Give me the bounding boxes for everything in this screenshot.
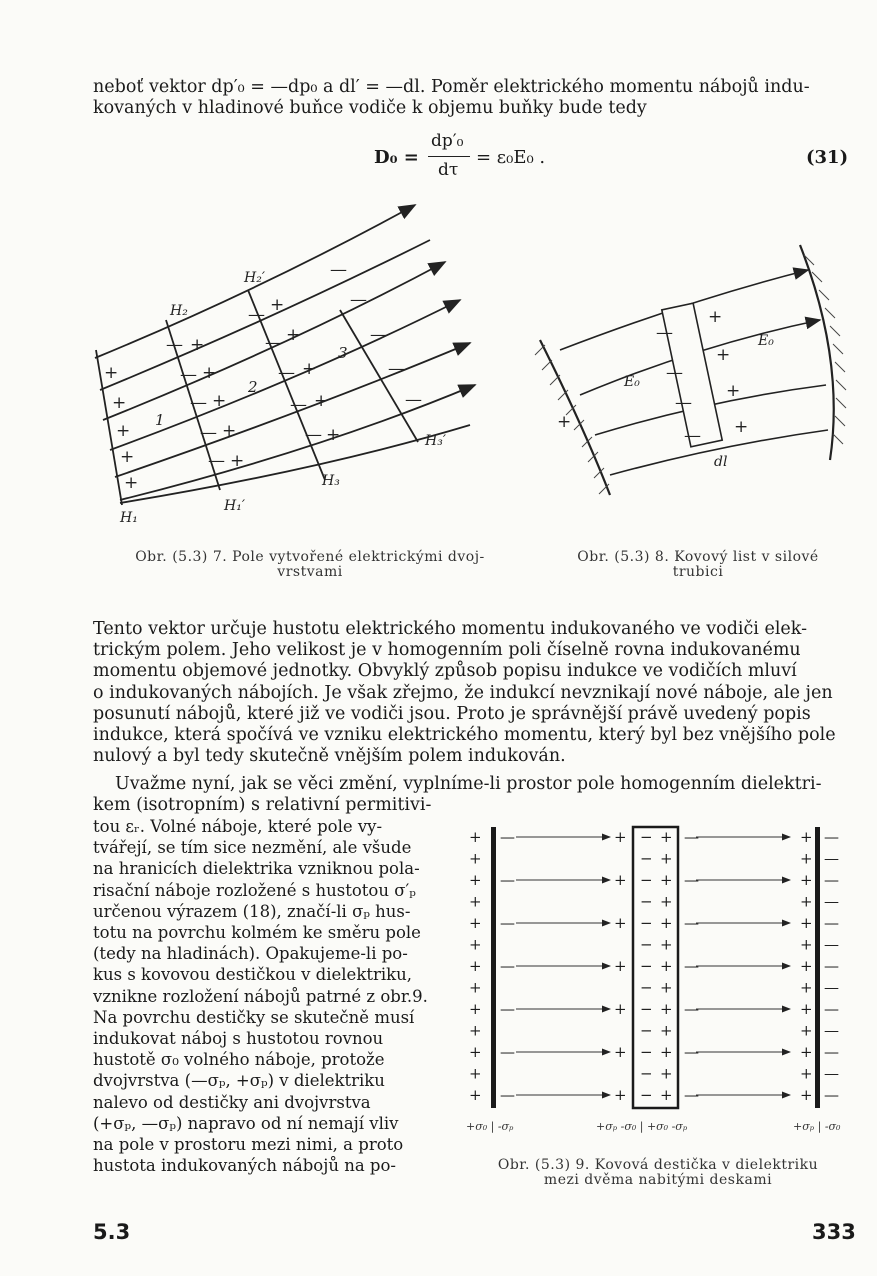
fig9-minus-polar: — (684, 828, 699, 846)
fig9-minus-plate: − (640, 1064, 653, 1083)
p1-line: Tento vektor určuje hustotu elektrického momentu indukovaného ve vodiči elek- (93, 619, 807, 639)
fig9-minus-free: — (824, 892, 839, 911)
fig9-label-middle: +σₚ -σ₀ | +σ₀ -σₚ (596, 1120, 688, 1133)
fig7-caption-line2: vrstvami (277, 564, 343, 580)
fig7-minus: — (388, 359, 405, 379)
fig7-label-cell1: 1 (155, 411, 165, 429)
fig9-plus-free: + (469, 935, 482, 954)
fig7-minus: — (330, 260, 347, 280)
fig9-minus-free: — (824, 978, 839, 997)
intro-line-2: kovaných v hladinové buňce vodiče k objemu buňky bude tedy (93, 98, 647, 119)
fig9-minus-polar: — (684, 1000, 699, 1018)
fig9-minus-plate: − (640, 1086, 653, 1104)
p2-col-line: tvářejí, se tím sice nezmění, ale všude (93, 838, 412, 858)
p2-col-line: risační náboje rozložené s hustotou σ′ₚ (93, 880, 416, 900)
fig7-minus: — (350, 290, 367, 310)
fig9-minus-free: — (824, 1021, 839, 1040)
p2-col-line: nalevo od destičky ani dvojvrstva (93, 1092, 371, 1112)
fig9-minus-free: — (824, 849, 839, 868)
fig7-plus: + (314, 391, 329, 411)
fig9-minus-free: — (824, 1086, 839, 1104)
fig9-caption-line2: mezi dvěma nabitými deskami (543, 1172, 773, 1188)
fig7-minus: — (190, 393, 207, 413)
fig9-plus-free: + (469, 914, 482, 932)
fig9-left-plate (491, 827, 496, 1108)
figure-9-caption (463, 1158, 853, 1188)
fig9-plus-polar: + (800, 1000, 813, 1018)
fig9-label-left: +σ₀ | -σₚ (466, 1120, 514, 1133)
fig7-minus: — (265, 333, 282, 353)
fig9-plus-polar: + (800, 978, 813, 997)
fig9-minus-free: — (824, 871, 839, 889)
fig9-plus-polar: + (800, 935, 813, 954)
fig9-plus-polar: + (800, 1021, 813, 1040)
fig9-minus-free: — (824, 1064, 839, 1083)
fig9-plus-plate: + (660, 1043, 673, 1061)
fig8-plus: + (726, 381, 741, 401)
section-number: 5.3 (93, 1220, 131, 1244)
fig8-caption-line2: trubici (672, 564, 724, 580)
p2-col-line: určenou výrazem (18), značí-li σₚ hus- (93, 901, 411, 921)
fig9-minus-plate: − (640, 892, 653, 911)
fig9-plus-free: + (469, 1086, 482, 1104)
fig9-minus-polar: — (500, 871, 515, 889)
fig7-minus: — (290, 395, 307, 415)
fig9-plus-free: + (469, 1000, 482, 1018)
fig9-plus-free: + (469, 957, 482, 975)
fig9-plus-polar: + (800, 1086, 813, 1104)
fig9-plus-plate: + (660, 892, 673, 911)
fig9-plus-free: + (469, 1021, 482, 1040)
fig7-minus: — (370, 325, 387, 345)
fig9-minus-polar: — (500, 1000, 515, 1018)
fig9-plus-plate: + (660, 1086, 673, 1104)
fig9-minus-plate: − (640, 1021, 653, 1040)
fig7-label-h3prime: H₃′ (425, 433, 446, 449)
fig7-minus: — (278, 363, 295, 383)
p2-col-line: Na povrchu destičky se skutečně musí (93, 1007, 415, 1027)
p2-col-line: indukovat náboj s hustotou rovnou (93, 1029, 384, 1049)
fig8-caption-line1: Obr. (5.3) 8. Kovový list v silové (577, 549, 819, 565)
p2-col-line: tou εᵣ. Volné náboje, které pole vy- (93, 817, 383, 836)
fig7-minus: — (208, 451, 225, 471)
fig9-minus-polar: — (684, 957, 699, 975)
fig7-plus: + (190, 335, 205, 355)
p2-col-line: dvojvrstva (—σₚ, +σₚ) v dielektriku (93, 1071, 385, 1091)
fig8-minus: — (666, 363, 683, 383)
fig9-minus-plate: − (640, 849, 653, 868)
fig9-minus-plate: − (640, 871, 653, 889)
fig8-plus: + (734, 417, 749, 437)
p1-line: trickým polem. Jeho velikost je v homogenním poli číselně rovna indukovanému (93, 640, 801, 661)
fig9-minus-free: — (824, 914, 839, 932)
fig9-plus-polar: + (800, 1043, 813, 1061)
intro-line-1: neboť vektor dp′₀ = —dp₀ a dl′ = —dl. Poměr elektrického momentu nábojů indu- (93, 77, 810, 97)
fig9-plus-plate: + (660, 957, 673, 975)
fig7-plus: + (286, 325, 301, 345)
fig7-plus: + (124, 473, 139, 493)
fig9-plus-polar: + (614, 957, 627, 975)
equation-number: (31) (806, 147, 849, 168)
fig7-plus: + (270, 295, 285, 315)
p2-col-line: na pole v prostoru mezi nimi, a proto (93, 1135, 404, 1155)
fig7-label-h1prime: H₁′ (224, 498, 245, 514)
fig9-minus-plate: − (640, 957, 653, 975)
equation-rhs: = ε₀E₀ . (476, 147, 546, 168)
fig8-plus: + (708, 307, 723, 327)
fig9-plus-free: + (469, 978, 482, 997)
fig9-minus-free: — (824, 1000, 839, 1018)
p1-line: o indukovaných nábojích. Je však zřejmo, že indukcí nevznikají nové náboje, ale jen (93, 682, 833, 703)
p1-line: momentu objemové jednotky. Obvyklý způsob popisu indukce ve vodičích mluví (93, 661, 797, 682)
fig9-caption-line1: Obr. (5.3) 9. Kovová destička v dielektriku (497, 1157, 819, 1173)
fig9-plus-plate: + (660, 849, 673, 868)
fig9-plus-polar: + (800, 828, 813, 846)
fig7-plus: + (202, 363, 217, 383)
p2-col-line: vznikne rozložení nábojů patrné z obr.9. (93, 986, 428, 1006)
p2-col-line: hustotě σ₀ volného náboje, protože (93, 1050, 385, 1070)
fig9-plus-polar: + (800, 957, 813, 975)
fig9-plus-polar: + (614, 1086, 627, 1104)
fig8-minus: — (684, 426, 701, 446)
p1-line: nulový a byl tedy skutečně vnějším polem indukován. (93, 746, 566, 767)
fig7-label-cell2: 2 (248, 378, 258, 396)
fig9-minus-polar: — (500, 1086, 515, 1104)
fig9-plus-polar: + (800, 849, 813, 868)
fig9-plus-polar: + (614, 914, 627, 932)
fig7-plus: + (120, 447, 135, 467)
fig9-plus-plate: + (660, 1021, 673, 1040)
p2-line: kem (isotropním) s relativní permitivi- (93, 795, 432, 816)
fig7-plus: + (326, 425, 341, 445)
p2-col-line: hustota indukovaných nábojů na po- (93, 1156, 396, 1176)
fig8-label-e0-right: E₀ (758, 333, 774, 349)
fig8-minus: — (656, 323, 673, 343)
fig9-plus-polar: + (800, 892, 813, 911)
fig7-plus: + (230, 451, 245, 471)
fig9-minus-polar: — (500, 1043, 515, 1061)
fig9-minus-free: — (824, 1043, 839, 1061)
fig9-plus-plate: + (660, 1000, 673, 1018)
fig9-plus-free: + (469, 871, 482, 889)
fig7-plus: + (116, 421, 131, 441)
fig9-right-plate (815, 827, 820, 1108)
p1-line: posunutí nábojů, které již ve vodiči jsou. Proto je správnější právě uvedený popis (93, 703, 811, 724)
fig9-minus-polar: — (684, 1086, 699, 1104)
page-number: 333 (812, 1220, 856, 1244)
p2-line: Uvažme nyní, jak se věci změní, vyplníme-li prostor pole homogenním dielektri- (115, 774, 822, 794)
fig9-plus-polar: + (614, 1000, 627, 1018)
fig9-plus-plate: + (660, 1064, 673, 1083)
fig7-label-h2prime: H₂′ (244, 270, 265, 286)
fig8-plus: + (716, 345, 731, 365)
fig9-minus-plate: − (640, 914, 653, 932)
equation-denominator: dτ (438, 160, 459, 180)
p2-col-line: na hranicích dielektrika vzniknou pola- (93, 859, 420, 879)
fig9-plus-free: + (469, 828, 482, 846)
fig7-plus: + (112, 393, 127, 413)
fig7-plus: + (212, 391, 227, 411)
fig7-plus: + (302, 359, 317, 379)
fig9-minus-polar: — (684, 871, 699, 889)
fig9-minus-plate: − (640, 1043, 653, 1061)
fig9-plus-plate: + (660, 978, 673, 997)
fig9-plus-polar: + (800, 914, 813, 932)
fig7-minus: — (180, 365, 197, 385)
fig9-plus-free: + (469, 1043, 482, 1061)
fig9-minus-polar: — (500, 828, 515, 846)
fig7-minus: — (305, 425, 322, 445)
fig7-minus: — (200, 423, 217, 443)
fig9-plus-polar: + (614, 828, 627, 846)
fig9-plus-polar: + (614, 871, 627, 889)
p2-col-line: totu na povrchu kolmém ke směru pole (93, 923, 421, 943)
fig9-minus-polar: — (500, 914, 515, 932)
fig9-minus-polar: — (684, 914, 699, 932)
equation-lhs: D₀ = (374, 147, 419, 168)
fig7-caption-line1: Obr. (5.3) 7. Pole vytvořené elektrickými dvoj- (135, 549, 485, 565)
fig9-minus-polar: — (500, 957, 515, 975)
fig9-plus-plate: + (660, 871, 673, 889)
fig9-plus-free: + (469, 1064, 482, 1083)
fig9-plus-polar: + (800, 871, 813, 889)
fig9-label-right: +σₚ | -σ₀ (793, 1120, 841, 1133)
p2-col-line: (tedy na hladinách). Opakujeme-li po- (93, 944, 408, 964)
fig7-minus: — (166, 335, 183, 355)
fig8-label-e0-left: E₀ (624, 374, 640, 390)
fig7-minus: — (248, 305, 265, 325)
fig9-plus-free: + (469, 849, 482, 868)
fig9-plus-free: + (469, 892, 482, 911)
fig9-plus-plate: + (660, 914, 673, 932)
fig9-minus-plate: − (640, 1000, 653, 1018)
fig7-minus: — (405, 390, 422, 410)
p2-col-line: kus s kovovou destičkou v dielektriku, (93, 965, 412, 985)
fig9-plus-polar: + (800, 1064, 813, 1083)
fig9-minus-free: — (824, 828, 839, 846)
fig7-label-h3: H₃ (322, 473, 340, 489)
fig9-plus-plate: + (660, 828, 673, 846)
fig8-plus: + (557, 412, 572, 432)
fig9-minus-free: — (824, 957, 839, 975)
p2-col-line: (+σₚ, —σₚ) napravo od ní nemají vliv (93, 1113, 399, 1133)
fig7-plus: + (222, 421, 237, 441)
fig7-label-h2: H₂ (170, 303, 188, 319)
fig7-label-cell3: 3 (338, 344, 348, 362)
fig9-minus-plate: − (640, 978, 653, 997)
fig9-plus-polar: + (614, 1043, 627, 1061)
fig9-plus-plate: + (660, 935, 673, 954)
fig9-minus-plate: − (640, 828, 653, 846)
fig8-label-dl: dl (714, 454, 728, 470)
fig8-minus: — (675, 393, 692, 413)
fig9-minus-plate: − (640, 935, 653, 954)
fig7-label-h1: H₁ (120, 510, 138, 526)
fig7-plus: + (104, 363, 119, 383)
equation-numerator: dp′₀ (431, 131, 464, 151)
fig9-minus-polar: — (684, 1043, 699, 1061)
fig9-minus-free: — (824, 935, 839, 954)
p1-line: indukce, která spočívá ve vzniku elektrického momentu, který byl bez vnějšího pole (93, 725, 836, 746)
